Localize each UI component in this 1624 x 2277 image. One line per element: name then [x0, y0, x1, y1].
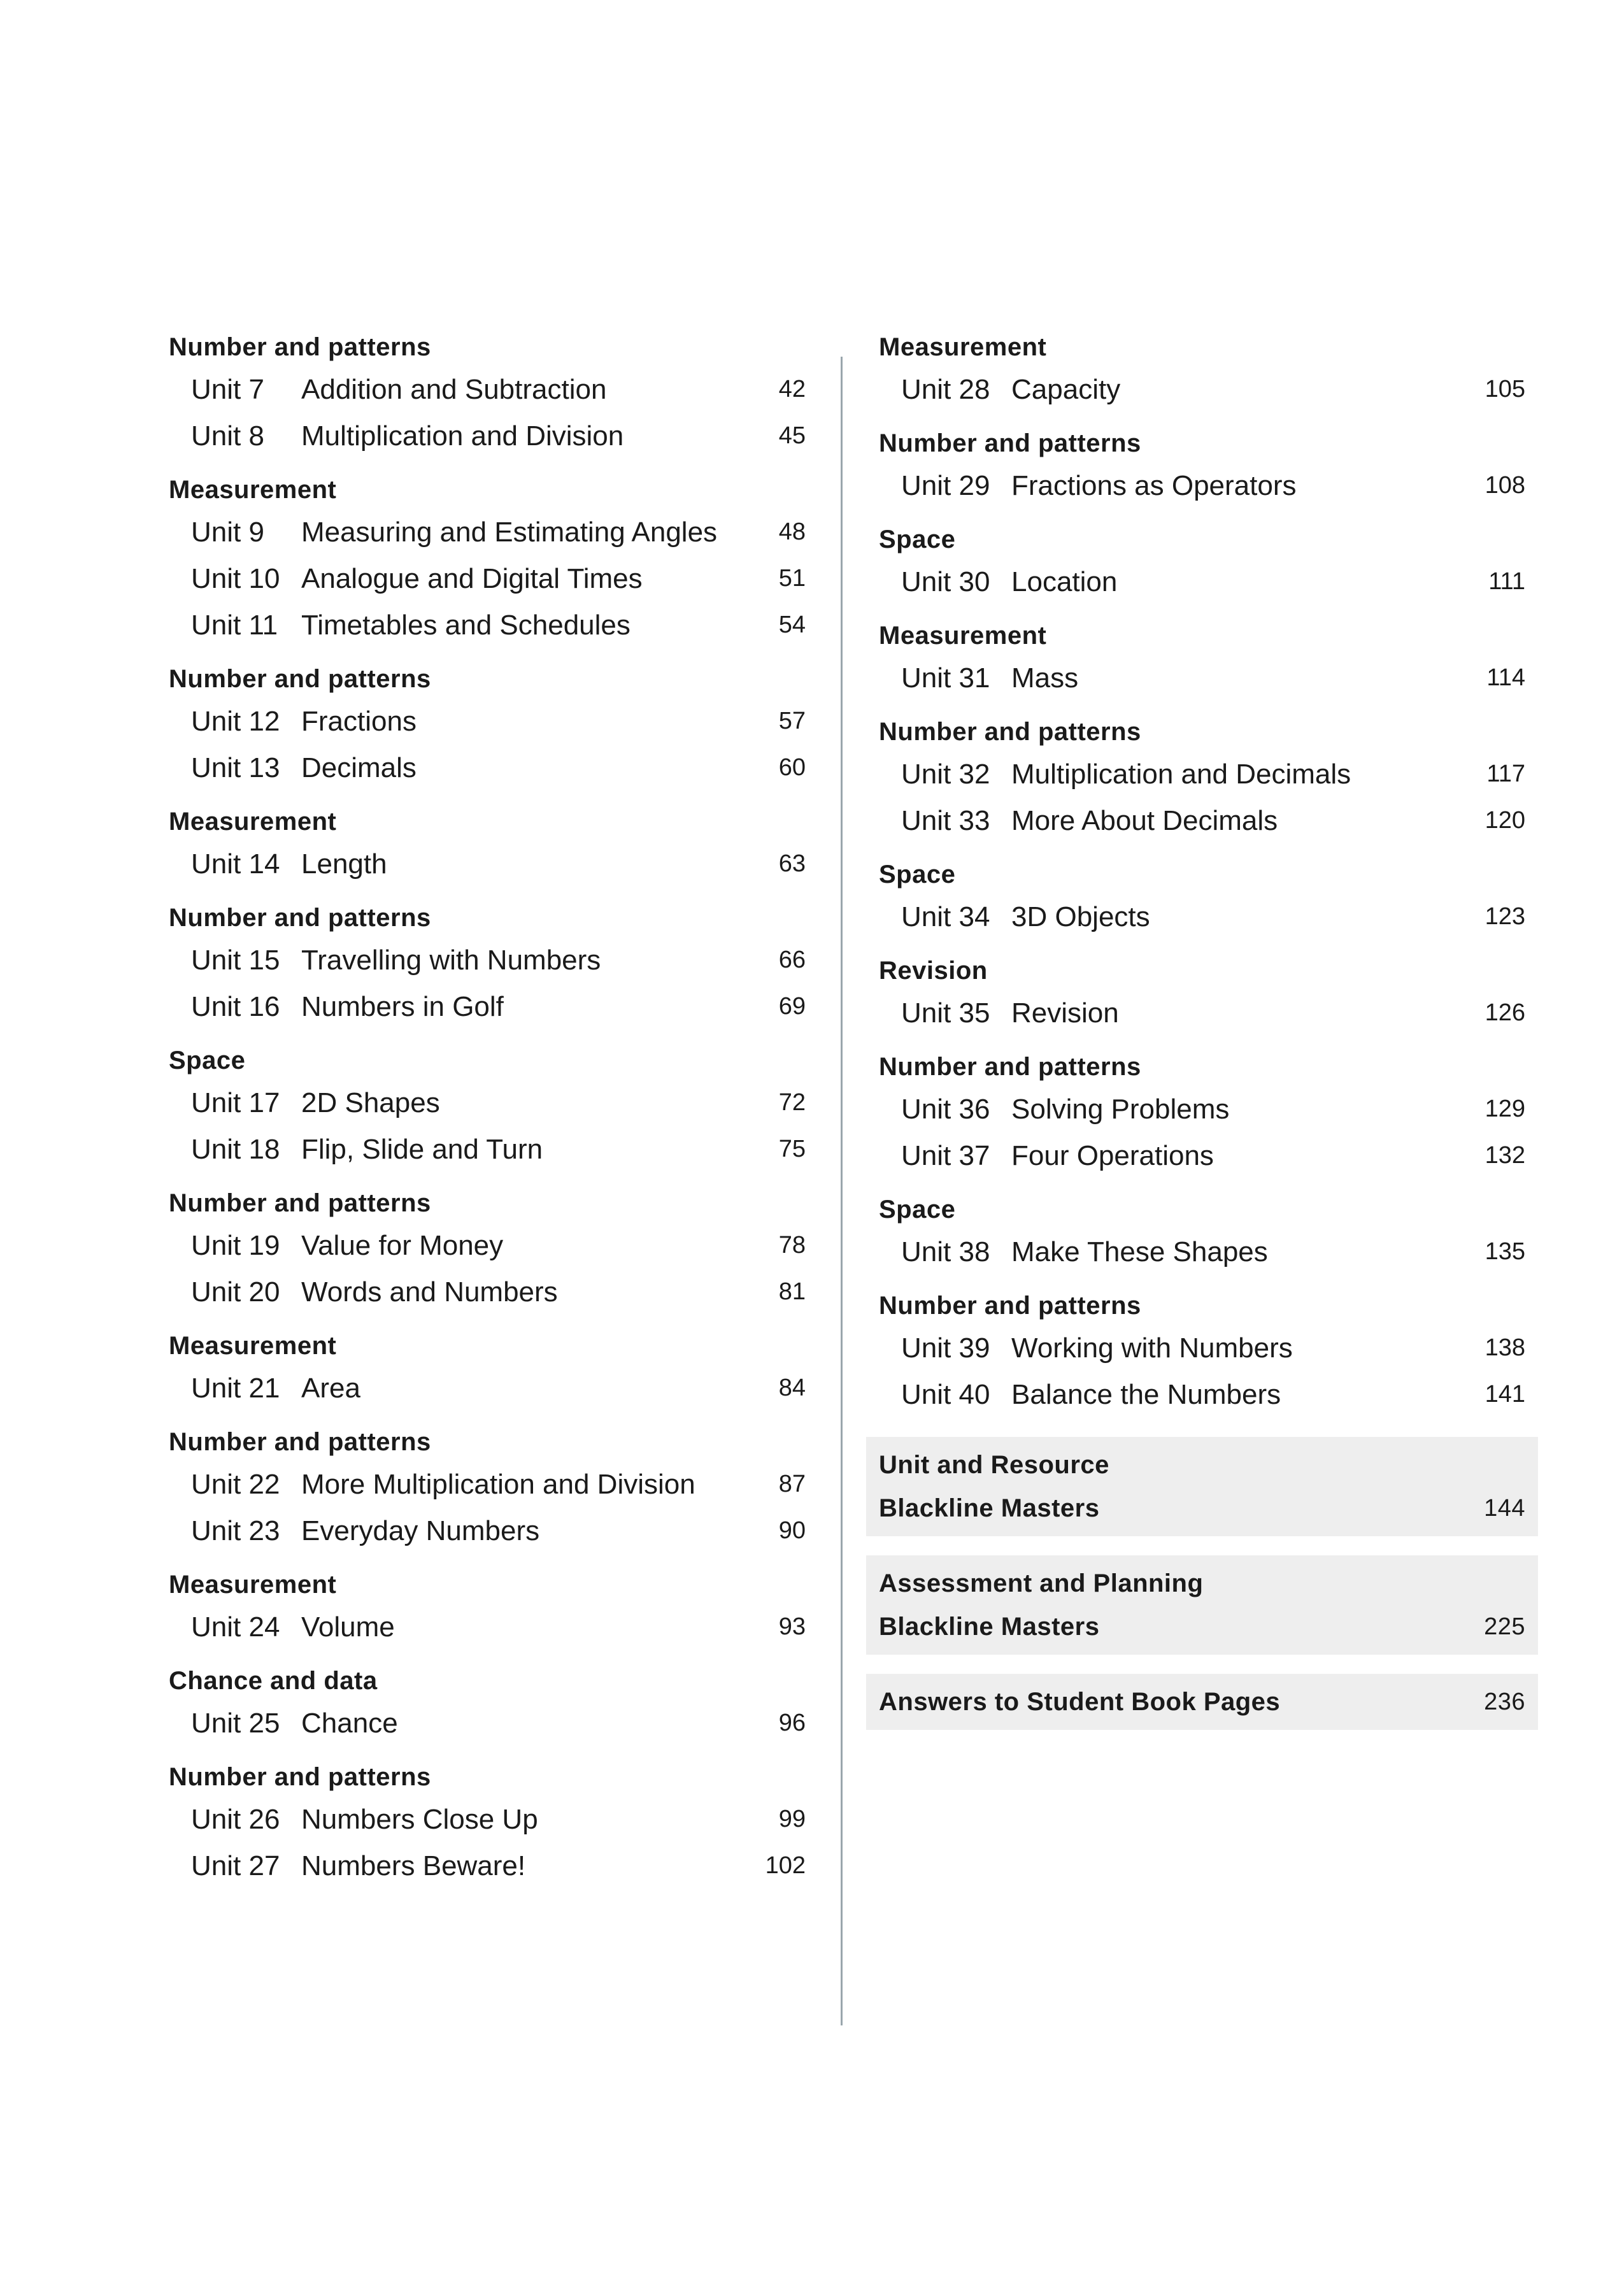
unit-title: Fractions	[301, 706, 417, 737]
section-heading: Space	[879, 525, 956, 553]
page-number: 111	[1488, 568, 1525, 595]
page-number: 54	[778, 611, 806, 638]
toc-entry[interactable]	[169, 366, 806, 413]
toc-entry[interactable]	[169, 1508, 806, 1554]
unit-number: Unit 39	[901, 1332, 990, 1364]
unit-title: Words and Numbers	[301, 1276, 558, 1308]
page-number: 63	[778, 850, 806, 877]
toc-entry[interactable]	[879, 462, 1525, 509]
unit-title: Fractions as Operators	[1011, 470, 1297, 501]
page-number: 129	[1485, 1096, 1525, 1122]
toc-entry[interactable]	[169, 1222, 806, 1269]
unit-number: Unit 12	[191, 706, 280, 737]
unit-title: Analogue and Digital Times	[301, 563, 643, 594]
toc-entry[interactable]	[169, 1700, 806, 1746]
unit-title: Multiplication and Decimals	[1011, 759, 1351, 790]
unit-title: Balance the Numbers	[1011, 1379, 1281, 1410]
toc-entry[interactable]	[169, 1269, 806, 1315]
unit-title: Measuring and Estimating Angles	[301, 517, 718, 548]
unit-title: 3D Objects	[1011, 901, 1150, 932]
unit-number: Unit 38	[901, 1236, 990, 1267]
unit-number: Unit 29	[901, 470, 990, 501]
toc-entry[interactable]	[169, 698, 806, 745]
toc-entry[interactable]	[879, 366, 1525, 413]
toc-entry[interactable]	[169, 1365, 806, 1411]
section-heading: Number and patterns	[879, 1292, 1141, 1320]
page-number: 69	[778, 993, 806, 1020]
page-number: 75	[778, 1136, 806, 1162]
page-number: 236	[1484, 1688, 1525, 1715]
page-number: 60	[778, 754, 806, 781]
unit-title: Decimals	[301, 752, 417, 783]
resource-box-label: Assessment and Planning	[879, 1569, 1204, 1597]
toc-entry[interactable]	[169, 937, 806, 983]
toc-entry[interactable]	[879, 1086, 1525, 1132]
unit-title: Addition and Subtraction	[301, 374, 607, 405]
unit-number: Unit 20	[191, 1276, 280, 1308]
unit-number: Unit 26	[191, 1804, 280, 1835]
page-number: 138	[1485, 1334, 1525, 1361]
unit-title: Numbers Close Up	[301, 1804, 538, 1835]
unit-title: Make These Shapes	[1011, 1236, 1268, 1267]
unit-number: Unit 7	[191, 374, 264, 405]
unit-title: Multiplication and Division	[301, 420, 624, 452]
unit-number: Unit 18	[191, 1134, 280, 1165]
toc-entry[interactable]	[169, 1843, 806, 1889]
unit-title: Volume	[301, 1611, 395, 1643]
toc-right-column	[879, 328, 1525, 1730]
unit-title: Working with Numbers	[1011, 1332, 1293, 1364]
unit-number: Unit 30	[901, 566, 990, 597]
section-heading: Measurement	[169, 1332, 337, 1360]
page-number: 225	[1484, 1613, 1525, 1640]
section-heading: Space	[879, 1196, 956, 1224]
unit-number: Unit 17	[191, 1087, 280, 1118]
toc-entry[interactable]	[169, 413, 806, 459]
toc-entry[interactable]	[169, 509, 806, 555]
section-heading: Measurement	[169, 476, 337, 504]
page-number: 120	[1485, 807, 1525, 834]
unit-title: More About Decimals	[1011, 805, 1278, 836]
page-number: 90	[778, 1517, 806, 1544]
page-number: 96	[778, 1710, 806, 1736]
unit-title: Capacity	[1011, 374, 1121, 405]
page-number: 99	[778, 1806, 806, 1832]
unit-title: Length	[301, 848, 387, 880]
unit-number: Unit 9	[191, 517, 264, 548]
toc-entry[interactable]	[169, 1126, 806, 1173]
section-heading: Number and patterns	[879, 429, 1141, 457]
toc-entry[interactable]	[169, 983, 806, 1030]
unit-number: Unit 25	[191, 1708, 280, 1739]
toc-entry[interactable]	[879, 1132, 1525, 1179]
toc-entry[interactable]	[879, 990, 1525, 1036]
unit-number: Unit 21	[191, 1373, 280, 1404]
section-heading: Chance and data	[169, 1667, 378, 1695]
page-number: 105	[1485, 376, 1525, 403]
page-number: 144	[1484, 1495, 1525, 1522]
unit-number: Unit 37	[901, 1140, 990, 1171]
unit-title: Four Operations	[1011, 1140, 1214, 1171]
unit-number: Unit 33	[901, 805, 990, 836]
unit-title: Travelling with Numbers	[301, 945, 601, 976]
unit-title: Chance	[301, 1708, 398, 1739]
section-heading: Number and patterns	[169, 333, 431, 361]
page-number: 102	[765, 1852, 806, 1879]
page-number: 48	[778, 518, 806, 545]
unit-number: Unit 11	[191, 610, 278, 641]
toc-entry[interactable]	[169, 1604, 806, 1650]
section-heading: Number and patterns	[169, 1763, 431, 1791]
unit-number: Unit 35	[901, 997, 990, 1029]
page-number: 132	[1485, 1142, 1525, 1169]
toc-entry[interactable]	[879, 559, 1525, 605]
unit-number: Unit 16	[191, 991, 280, 1022]
resource-box-label: Unit and Resource	[879, 1451, 1109, 1479]
section-heading: Space	[169, 1046, 246, 1074]
unit-title: Area	[301, 1373, 360, 1404]
unit-number: Unit 14	[191, 848, 280, 880]
unit-title: More Multiplication and Division	[301, 1469, 695, 1500]
page-number: 81	[778, 1278, 806, 1305]
toc-entry[interactable]	[879, 1371, 1525, 1418]
section-heading: Number and patterns	[879, 1053, 1141, 1081]
unit-title: Location	[1011, 566, 1118, 597]
unit-title: Flip, Slide and Turn	[301, 1134, 543, 1165]
unit-number: Unit 24	[191, 1611, 280, 1643]
unit-number: Unit 32	[901, 759, 990, 790]
unit-number: Unit 13	[191, 752, 280, 783]
unit-number: Unit 27	[191, 1850, 280, 1881]
toc-entry[interactable]	[169, 1796, 806, 1843]
page-number: 114	[1486, 664, 1525, 691]
unit-title: Revision	[1011, 997, 1119, 1029]
unit-title: Numbers Beware!	[301, 1850, 526, 1881]
unit-number: Unit 34	[901, 901, 990, 932]
toc-left-column	[169, 328, 806, 1889]
toc-entry[interactable]	[879, 797, 1525, 844]
toc-entry[interactable]	[879, 1325, 1525, 1371]
unit-number: Unit 15	[191, 945, 280, 976]
resource-box[interactable]	[866, 1555, 1538, 1655]
resource-box-label: Blackline Masters	[879, 1494, 1100, 1522]
page-number: 84	[778, 1374, 806, 1401]
resource-box-label: Blackline Masters	[879, 1613, 1100, 1641]
section-heading: Number and patterns	[169, 904, 431, 932]
page-number: 108	[1485, 472, 1525, 499]
section-heading: Measurement	[879, 622, 1047, 650]
unit-title: Numbers in Golf	[301, 991, 504, 1022]
unit-number: Unit 8	[191, 420, 264, 452]
page-number: 126	[1485, 999, 1525, 1026]
section-heading: Number and patterns	[169, 1428, 431, 1456]
toc-entry[interactable]	[169, 602, 806, 648]
page-number: 87	[778, 1471, 806, 1497]
unit-title: 2D Shapes	[301, 1087, 440, 1118]
page-number: 66	[778, 946, 806, 973]
page-number: 42	[778, 376, 806, 403]
page-number: 51	[778, 565, 806, 592]
page-number: 72	[778, 1089, 806, 1116]
section-heading: Measurement	[169, 808, 337, 836]
page-number: 78	[778, 1232, 806, 1259]
unit-title: Value for Money	[301, 1230, 504, 1261]
unit-title: Timetables and Schedules	[301, 610, 630, 641]
section-heading: Number and patterns	[169, 1189, 431, 1217]
unit-title: Everyday Numbers	[301, 1515, 540, 1546]
toc-entry[interactable]	[169, 1080, 806, 1126]
page-number: 123	[1485, 903, 1525, 930]
section-heading: Space	[879, 860, 956, 889]
toc-entry[interactable]	[879, 894, 1525, 940]
section-heading: Measurement	[879, 333, 1047, 361]
unit-number: Unit 22	[191, 1469, 280, 1500]
toc-entry[interactable]	[169, 841, 806, 887]
unit-number: Unit 28	[901, 374, 990, 405]
resource-box[interactable]	[866, 1674, 1538, 1730]
page-number: 141	[1485, 1381, 1525, 1408]
unit-number: Unit 23	[191, 1515, 280, 1546]
toc-entry[interactable]	[879, 1229, 1525, 1275]
page-number: 57	[778, 708, 806, 734]
unit-number: Unit 36	[901, 1094, 990, 1125]
column-divider	[841, 357, 843, 2025]
page-number: 45	[778, 422, 806, 449]
toc-entry[interactable]	[169, 555, 806, 602]
unit-number: Unit 10	[191, 563, 280, 594]
unit-title: Solving Problems	[1011, 1094, 1230, 1125]
resource-box[interactable]	[866, 1437, 1538, 1536]
toc-entry[interactable]	[169, 1461, 806, 1508]
section-heading: Measurement	[169, 1571, 337, 1599]
unit-number: Unit 40	[901, 1379, 990, 1410]
toc-entry[interactable]	[169, 745, 806, 791]
unit-number: Unit 31	[901, 662, 990, 694]
page-number: 117	[1486, 760, 1525, 787]
section-heading: Number and patterns	[169, 665, 431, 693]
resource-box-label: Answers to Student Book Pages	[879, 1688, 1281, 1716]
section-heading: Number and patterns	[879, 718, 1141, 746]
toc-entry[interactable]	[879, 655, 1525, 701]
unit-number: Unit 19	[191, 1230, 280, 1261]
section-heading: Revision	[879, 957, 988, 985]
page-number: 93	[778, 1613, 806, 1640]
toc-entry[interactable]	[879, 751, 1525, 797]
page-number: 135	[1485, 1238, 1525, 1265]
unit-title: Mass	[1011, 662, 1079, 694]
